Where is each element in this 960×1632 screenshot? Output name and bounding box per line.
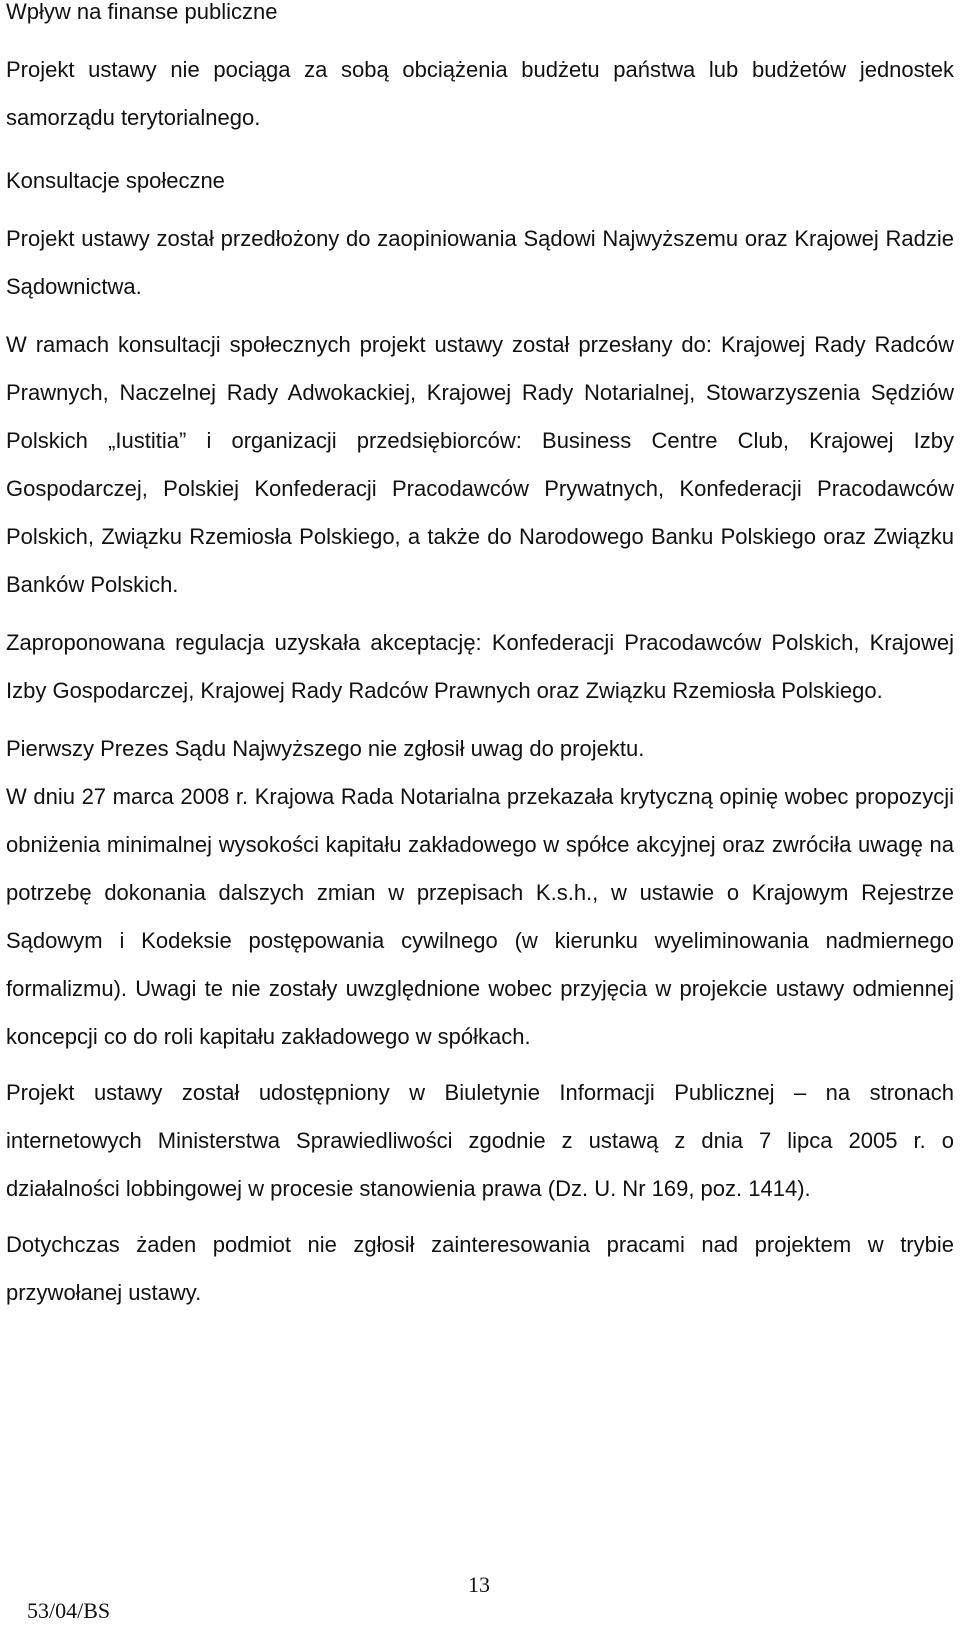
paragraph-konsultacje-2: W ramach konsultacji społecznych projekt ustawy został przesłany do: Krajowej Rady Radców Prawnych, Naczelnej Rady Adwokackiej, Krajowej Rady Notarialnej, Stowarzyszenia Sędziów Polskich „Iustitia” i organizacji przedsiębiorców: Business Centre Club, Krajowej Izby Gospodarczej, Polskiej Konfederacji Pracodawców Prywatnych, Konfederacji Pracodawców Polskich, Związku Rzemiosła Polskiego, a także do Narodowego Banku Polskiego oraz Związku Banków Polskich. xyxy=(6,332,954,597)
paragraph-konsultacje-4: Pierwszy Prezes Sądu Najwyższego nie zgłosił uwag do projektu. xyxy=(6,736,645,761)
section-heading-konsultacje: Konsultacje społeczne xyxy=(6,168,225,193)
document-page xyxy=(6,0,954,1317)
paragraph-finanse: Projekt ustawy nie pociąga za sobą obciążenia budżetu państwa lub budżetów jednostek samorządu terytorialnego. xyxy=(6,57,954,130)
paragraph-konsultacje-3: Zaproponowana regulacja uzyskała akceptację: Konfederacji Pracodawców Polskich, Krajowej Izby Gospodarczej, Krajowej Rady Radców Prawnych oraz Związku Rzemiosła Polskiego. xyxy=(6,630,954,703)
paragraph-konsultacje-6: Projekt ustawy został udostępniony w Biuletynie Informacji Publicznej – na stronach internetowych Ministerstwa Sprawiedliwości zgodnie z ustawą z dnia 7 lipca 2005 r. o działalności lobbingowej w procesie stanowienia prawa (Dz. U. Nr 169, poz. 1414). xyxy=(6,1080,954,1201)
paragraph-konsultacje-7: Dotychczas żaden podmiot nie zgłosił zainteresowania pracami nad projektem w trybie przywołanej ustawy. xyxy=(6,1232,954,1305)
paragraph-konsultacje-1: Projekt ustawy został przedłożony do zaopiniowania Sądowi Najwyższemu oraz Krajowej Radzie Sądownictwa. xyxy=(6,226,954,299)
section-heading-finanse: Wpływ na finanse publiczne xyxy=(6,0,278,24)
page-number: 13 xyxy=(468,1572,490,1597)
paragraph-konsultacje-5: W dniu 27 marca 2008 r. Krajowa Rada Notarialna przekazała krytyczną opinię wobec propozycji obniżenia minimalnej wysokości kapitału zakładowego w spółce akcyjnej oraz zwróciła uwagę na potrzebę dokonania dalszych zmian w przepisach K.s.h., w ustawie o Krajowym Rejestrze Sądowym i Kodeksie postępowania cywilnego (w kierunku wyeliminowania nadmiernego formalizmu). Uwagi te nie zostały uwzględnione wobec przyjęcia w projekcie ustawy odmiennej koncepcji co do roli kapitału zakładowego w spółkach. xyxy=(6,784,954,1049)
document-id: 53/04/BS xyxy=(27,1598,111,1623)
